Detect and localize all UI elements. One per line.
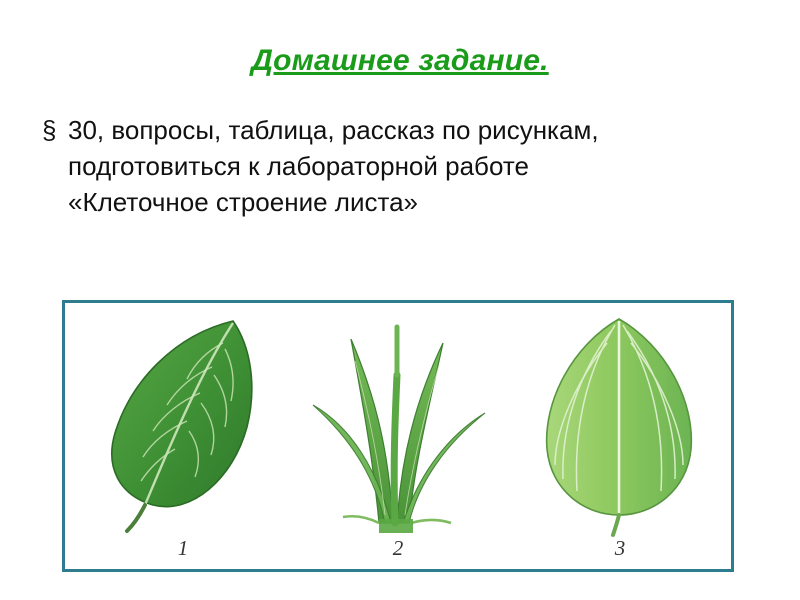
leaf-illustration-3: [515, 309, 725, 539]
list-item: [42, 112, 602, 220]
bullet-text: 30, вопросы, таблица, рассказ по рисункам, подготовиться к лабораторной работе «Клеточное строение листа»: [68, 115, 599, 217]
leaf-label-1: 1: [177, 536, 189, 560]
leaf-illustration-2: [293, 309, 503, 539]
leaf-label-2: 2: [392, 536, 404, 560]
figure-inner: [65, 303, 731, 569]
leaf-label-3: 3: [614, 536, 626, 560]
body-content: [42, 112, 602, 220]
figure-frame: [62, 300, 734, 572]
page-title: Домашнее задание.: [251, 44, 549, 77]
bullet-marker: §: [42, 115, 57, 145]
leaf-illustration-1: [83, 309, 283, 539]
